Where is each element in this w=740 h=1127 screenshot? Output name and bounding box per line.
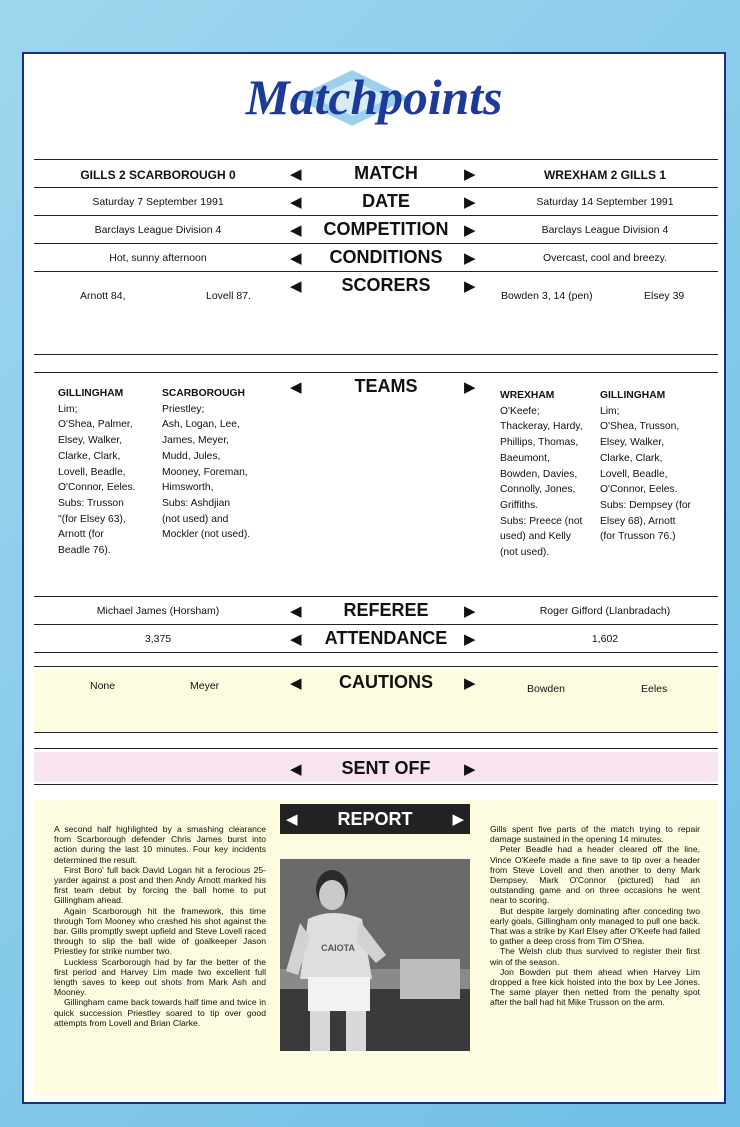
report-paragraph: Gillingham came back towards half time and twice in quick succession Priestley soared to tip over good attempts from Lovell and Brian Clarke. (54, 997, 266, 1028)
referee-label: REFEREE (343, 600, 429, 620)
arrow-right-icon: ▶ (464, 379, 476, 396)
scorers-label: SCORERS (341, 275, 431, 295)
rule (34, 372, 718, 373)
page-title: Matchpoints (245, 69, 503, 125)
team-line: (for Trusson 76.) (600, 531, 676, 543)
report-paragraph: Jon Bowden put them ahead when Harvey Lim dropped a free kick hoisted into the box by Lee Jones. The same player then netted from the penalty spot after the ball had hit Mike Trusson on the arm. (490, 966, 700, 1008)
referee-left: Michael James (Horsham) (96, 605, 220, 617)
rule (34, 652, 718, 653)
arrow-right-icon: ▶ (464, 194, 476, 211)
team-line: Clarke, Clark, (600, 452, 663, 464)
match-right: WREXHAM 2 GILLS 1 (543, 168, 666, 182)
conditions-row (34, 245, 718, 271)
referee-right: Roger Gifford (Llanbradach) (539, 605, 671, 617)
team-line: O'Connor, Eeles. (600, 484, 678, 496)
caution-away-2: Eeles (641, 683, 668, 695)
arrow-left-icon: ◀ (290, 603, 302, 620)
arrow-left-icon: ◀ (290, 761, 302, 778)
team-line: Clarke, Clark, (58, 450, 121, 462)
scorer-away-2: Elsey 39 (644, 290, 685, 302)
arrow-left-icon: ◀ (290, 250, 302, 267)
team-line: Subs: Preece (not (500, 515, 583, 527)
arrow-left-icon: ◀ (290, 166, 302, 183)
player-photo (280, 859, 470, 1051)
teams-label: TEAMS (354, 376, 418, 396)
rule (34, 784, 718, 785)
rule (34, 243, 718, 244)
rule (34, 624, 718, 625)
rule (34, 748, 718, 749)
rule (34, 596, 718, 597)
scorers-row (34, 273, 718, 302)
team-line: Ash, Logan, Lee, (162, 419, 240, 431)
shirt-sponsor: CAIOTA (321, 943, 355, 953)
team-line: Arnott (for (58, 529, 104, 541)
date-right: Saturday 14 September 1991 (536, 196, 674, 208)
arrow-right-icon: ▶ (452, 811, 464, 828)
competition-right: Barclays League Division 4 (541, 224, 669, 236)
cautions-label: CAUTIONS (339, 672, 433, 692)
arrow-left-icon: ◀ (290, 675, 302, 692)
team-line: Lim; (600, 405, 620, 417)
arrow-left-icon: ◀ (290, 379, 302, 396)
team-line: "(for Elsey 63), (58, 513, 126, 525)
team-line: used) and Kelly (500, 531, 571, 543)
team-line: Elsey, Walker, (58, 435, 123, 447)
team-line: Lovell, Beadle, (58, 466, 126, 478)
report-paragraph: Luckless Scarborough had by far the better of the first period and Harvey Lim made two excellent full length saves to keep out shots from Mark Ash and Mooney. (54, 956, 266, 998)
team-line: Subs: Dempsey (for (600, 499, 691, 511)
arrow-right-icon: ▶ (464, 250, 476, 267)
report-paragraph: First Boro' full back David Logan hit a ferocious 25-yarder against a post and then Andy Arnott marked his first team debut by forcing the ball home to put Gillingham ahead. (54, 864, 266, 906)
arrow-right-icon: ▶ (464, 603, 476, 620)
caution-home-1: None (90, 680, 116, 692)
team-line: (not used) and (162, 513, 229, 525)
team-line: Mudd, Jules, (162, 450, 221, 462)
report-paragraph: Gills spent five parts of the match trying to repair damage sustained in the opening 14 minutes. (490, 824, 700, 845)
report-header (280, 804, 470, 834)
rule (34, 354, 718, 355)
report-paragraph: But despite largely dominating after conceding two early goals, Gillingham only managed to pull one back. That was a strike by Karl Elsey after O'Keefe had failed to gather a deep cross from Tim O'Shea. (490, 905, 700, 947)
caution-home-2: Meyer (190, 680, 220, 692)
arrow-left-icon: ◀ (286, 811, 298, 828)
rule (34, 732, 718, 733)
referee-row (34, 598, 718, 624)
arrow-right-icon: ▶ (464, 631, 476, 648)
rule (34, 159, 718, 160)
arrow-left-icon: ◀ (290, 194, 302, 211)
sent-off-label: SENT OFF (341, 758, 431, 778)
team-line: Mooney, Foreman, (162, 466, 248, 478)
team-gillingham-home (58, 386, 136, 559)
team-line: James, Meyer, (162, 435, 229, 447)
team-line: Priestley; (162, 403, 205, 415)
match-left: GILLS 2 SCARBOROUGH 0 (80, 168, 236, 182)
arrow-right-icon: ▶ (464, 222, 476, 239)
team-name: GILLINGHAM (58, 388, 124, 399)
match-label: MATCH (354, 163, 418, 183)
report-right-column (490, 824, 700, 1008)
date-row (34, 189, 718, 215)
team-line: O'Shea, Palmer, (58, 419, 133, 431)
team-name: SCARBOROUGH (162, 388, 245, 399)
team-line: Elsey, Walker, (600, 437, 665, 449)
arrow-right-icon: ▶ (464, 675, 476, 692)
team-line: Subs: Ashdjian (162, 497, 231, 509)
arrow-left-icon: ◀ (290, 631, 302, 648)
cautions-row (34, 670, 718, 696)
team-wrexham (500, 388, 583, 561)
report-left-column (54, 824, 266, 1028)
team-line: Bowden, Davies, (500, 468, 578, 480)
arrow-right-icon: ▶ (464, 166, 476, 183)
team-line: Himsworth, (162, 482, 214, 494)
arrow-left-icon: ◀ (290, 222, 302, 239)
report-paragraph: A second half highlighted by a smashing clearance from Scarborough defender Chris James burst into action during the last 10 minutes. Four key incidents determined the result. (54, 824, 266, 865)
sent-off-row (34, 756, 718, 782)
team-line: (not used). (500, 547, 550, 559)
scorer-home-1: Arnott 84, (80, 290, 126, 302)
arrow-right-icon: ▶ (464, 278, 476, 295)
team-line: Thackeray, Hardy, (500, 421, 583, 433)
rule (34, 666, 718, 667)
rule (34, 187, 718, 188)
team-name: GILLINGHAM (600, 390, 666, 401)
team-line: Beadle 76). (58, 545, 111, 557)
attendance-right: 1,602 (591, 633, 619, 645)
team-name: WREXHAM (500, 390, 555, 401)
team-scarborough (162, 386, 250, 543)
report-paragraph: Peter Beadle had a header cleared off the line, Vince O'Keefe made a fine save to tip over a header from Steve Lovell and then another to deny Mark Dempsey. Mark O'Connor (pictured) had an outstanding game and on three occasions he went near to scoring. (490, 844, 700, 906)
competition-label: COMPETITION (323, 219, 449, 239)
attendance-left: 3,375 (144, 633, 172, 645)
conditions-right: Overcast, cool and breezy. (542, 252, 668, 264)
arrow-left-icon: ◀ (290, 278, 302, 295)
matchpoints-page (22, 52, 726, 1104)
team-line: Lovell, Beadle, (600, 468, 668, 480)
attendance-label: ATTENDANCE (324, 628, 448, 648)
rule (34, 215, 718, 216)
team-line: Subs: Trusson (58, 497, 124, 509)
team-gillingham-away (600, 388, 691, 545)
report-paragraph: Again Scarborough hit the framework, this time through Tom Mooney who crashed his shot against the bar. Gills promptly swept upfield and Steve Lovell raced through to slip the ball wide of goalkeeper Jason Priestley for strike number two. (54, 905, 266, 957)
competition-left: Barclays League Division 4 (94, 224, 222, 236)
team-line: O'Keefe; (500, 405, 540, 417)
competition-row (34, 217, 718, 243)
rule (34, 271, 718, 272)
date-label: DATE (362, 191, 410, 211)
team-line: Phillips, Thomas, (500, 437, 579, 449)
date-left: Saturday 7 September 1991 (92, 196, 224, 208)
team-line: Baeumont, (500, 452, 550, 464)
scorer-home-2: Lovell 87. (206, 290, 251, 302)
attendance-row (34, 626, 718, 652)
caution-away-1: Bowden (527, 683, 565, 695)
arrow-right-icon: ▶ (464, 761, 476, 778)
team-line: O'Connor, Eeles. (58, 482, 136, 494)
team-line: O'Shea, Trusson, (600, 421, 680, 433)
team-line: Elsey 68), Arnott (600, 515, 676, 527)
team-line: Lim; (58, 403, 78, 415)
conditions-label: CONDITIONS (329, 247, 443, 267)
report-paragraph: The Welsh club thus survived to register their first win of the season. (490, 946, 700, 967)
team-line: Mockler (not used). (162, 529, 251, 541)
report-label: REPORT (337, 809, 413, 829)
conditions-left: Hot, sunny afternoon (109, 252, 207, 264)
scorer-away-1: Bowden 3, 14 (pen) (501, 290, 593, 302)
match-row (34, 161, 718, 187)
team-line: Griffiths. (500, 499, 539, 511)
matchpoints-logo (24, 62, 724, 132)
team-line: Connolly, Jones, (500, 484, 576, 496)
